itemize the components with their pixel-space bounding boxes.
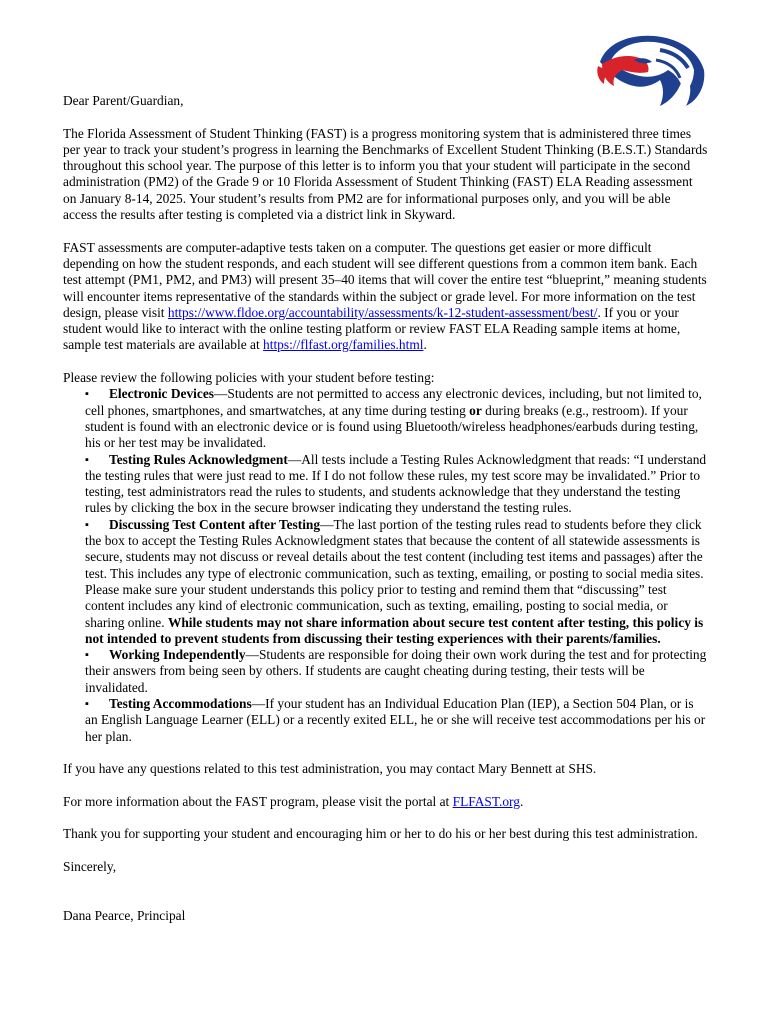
signature: Dana Pearce, Principal	[63, 907, 186, 923]
closing: Sincerely,	[63, 858, 117, 874]
policy-title: Testing Rules Acknowledgment	[109, 451, 288, 467]
policy-item-electronic-devices: ▪ Electronic Devices—Students are not permitted to access any electronic devices, including, but not limited to, cell phones, smartphones, and smartwatches, at any time during testing or during breaks (e.g., restroom). If your student is found with an electronic device or is found using Bluetooth/wireless headphones/earbuds during testing, his or her test may be invalidated.	[85, 386, 708, 451]
policy-item-discussing-content: ▪ Discussing Test Content after Testing—The last portion of the testing rules read to students before they click the box to accept the Testing Rules Acknowledgment states that because the content of all statewide assessments is secure, students may not discuss or reveal details about the test content (including test items and passages) after the test. This includes any type of electronic communication, such as texting, emailing, or posting to social media sites. Please make sure your student understands this policy prior to testing and remind them that “discussing” test content includes any kind of electronic communication, such as texting, emailing, posting to social media, or sharing online. While students may not share information about secure test content after testing, this policy is not intended to prevent students from discussing their testing experiences with their parents/families.	[85, 517, 708, 647]
policy-title: Discussing Test Content after Testing	[109, 516, 321, 532]
policy-title: Electronic Devices	[109, 386, 214, 402]
policy-item-testing-rules: ▪ Testing Rules Acknowledgment—All tests include a Testing Rules Acknowledgment that reads: “I understand the testing rules that were just read to me. If I do not follow these rules, my test score may be invalidated.” Prior to testing, test administrators read the rules to students, and students acknowledge that they understand the testing rules by clicking the box in the secure browser indicating they understand the testing rules.	[85, 452, 708, 517]
intro-paragraph: The Florida Assessment of Student Thinking (FAST) is a progress monitoring system that is administered three times per year to track your student’s progress in learning the Benchmarks of Excellent Student Thinking (B.E.S.T.) Standards throughout this school year. The purpose of this letter is to inform you that your student will participate in the second administration (PM2) of the Grade 9 or 10 Florida Assessment of Student Thinking (FAST) ELA Reading assessment on January 8-14, 2025. Your student’s results from PM2 are for informational purposes only, and you will be able access the results after testing is completed via a district link in Skyward.	[63, 125, 708, 223]
policies-intro: Please review the following policies with your student before testing:	[63, 370, 435, 386]
contact-paragraph: If you have any questions related to this test administration, you may contact Mary Bennett at SHS.	[63, 761, 597, 777]
policy-title: Testing Accommodations	[109, 695, 252, 711]
policy-title: Working Independently	[109, 647, 246, 663]
thanks-paragraph: Thank you for supporting your student and encouraging him or her to do his or her best during this test administration.	[63, 826, 698, 842]
assessment-info-paragraph: FAST assessments are computer-adaptive tests taken on a computer. The questions get easier or more difficult depending on how the student responds, and each student will see different questions from a common item bank. Each test attempt (PM1, PM2, and PM3) will present 35–40 items that will cover the entire test “blueprint,” meaning students will encounter items representative of the standards within the subject or grade level. For more information on the test design, please visit https://www.fldoe.org/accountability/assessments/k-12-student-assessment/best/. If you or your student would like to interact with the online testing platform or review FAST ELA Reading sample items at home, sample test materials are available at https://flfast.org/families.html.	[63, 239, 707, 353]
portal-paragraph: For more information about the FAST program, please visit the portal at FLFAST.org.	[63, 793, 524, 809]
salutation: Dear Parent/Guardian,	[63, 93, 184, 108]
fldoe-best-link[interactable]: https://www.fldoe.org/accountability/assessments/k-12-student-assessment/best/	[167, 304, 598, 320]
policy-item-working-independently: ▪ Working Independently—Students are responsible for doing their own work during the test and for protecting their answers from being seen by others. If students are caught cheating during testing, their tests will be invalidated.	[85, 647, 708, 696]
policies-list	[63, 386, 708, 745]
policy-item-testing-accommodations: ▪ Testing Accommodations—If your student has an Individual Education Plan (IEP), a Section 504 Plan, or is an English Language Learner (ELL) or a recently exited ELL, he or she will receive test accommodations per his or her plan.	[85, 696, 708, 745]
flfast-families-link[interactable]: https://flfast.org/families.html	[263, 337, 424, 353]
flfast-portal-link[interactable]: FLFAST.org	[452, 793, 520, 809]
letter-body	[63, 93, 708, 924]
